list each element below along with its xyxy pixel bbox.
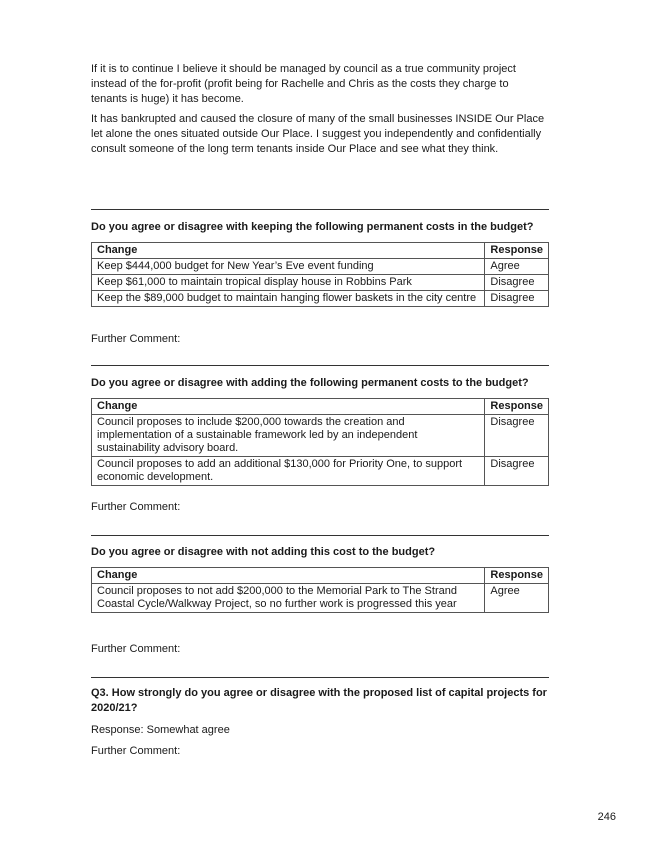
section3-table — [91, 567, 549, 613]
further-comment-label-3: Further Comment: — [91, 643, 181, 655]
table-header-row — [92, 243, 549, 259]
response-cell: Agree — [485, 584, 549, 613]
table-row — [92, 457, 549, 486]
section1-question: Do you agree or disagree with keeping the following permanent costs in the budget? — [91, 221, 534, 233]
change-cell: Council proposes to include $200,000 towards the creation and implementation of a sustainable framework led by an independent sustainability advisory board. — [92, 415, 485, 457]
q3-question: Q3. How strongly do you agree or disagree with the proposed list of capital projects for 2020/21? — [91, 687, 547, 714]
q3-response: Response: Somewhat agree — [91, 724, 230, 736]
response-cell: Disagree — [485, 275, 549, 291]
page-number: 246 — [597, 811, 616, 823]
further-comment-label-2: Further Comment: — [91, 501, 181, 513]
table-row — [92, 291, 549, 307]
further-comment-label-1: Further Comment: — [91, 333, 181, 345]
section-divider-2 — [91, 365, 549, 366]
section1-table — [91, 242, 549, 307]
table-header-row — [92, 399, 549, 415]
response-cell: Agree — [485, 259, 549, 275]
intro-paragraph-1: If it is to continue I believe it should be managed by council as a true community project instead of the for-profit (profit being for Rachelle and Chris as the costs they charge to tenants is huge) it has become. — [91, 63, 516, 105]
table-row — [92, 584, 549, 613]
section3-question: Do you agree or disagree with not adding this cost to the budget? — [91, 546, 436, 558]
change-header: Change — [92, 243, 485, 259]
change-header: Change — [92, 568, 485, 584]
section2-table — [91, 398, 549, 486]
section-divider-4 — [91, 677, 549, 678]
table-row — [92, 415, 549, 457]
response-header: Response — [485, 568, 549, 584]
change-cell: Keep $61,000 to maintain tropical display house in Robbins Park — [92, 275, 485, 291]
further-comment-label-4: Further Comment: — [91, 745, 181, 757]
table-row — [92, 259, 549, 275]
intro-paragraph-2: It has bankrupted and caused the closure of many of the small businesses INSIDE Our Place let alone the ones situated outside Our Place. I suggest you independently and confidentially consult someone of the long term tenants inside Our Place and see what they think. — [91, 113, 545, 155]
response-header: Response — [485, 399, 549, 415]
change-cell: Keep $444,000 budget for New Year’s Eve event funding — [92, 259, 485, 275]
table-header-row — [92, 568, 549, 584]
table-row — [92, 275, 549, 291]
response-cell: Disagree — [485, 457, 549, 486]
response-cell: Disagree — [485, 291, 549, 307]
section-divider-3 — [91, 535, 549, 536]
response-header: Response — [485, 243, 549, 259]
section-divider-1 — [91, 209, 549, 210]
section2-question: Do you agree or disagree with adding the following permanent costs to the budget? — [91, 377, 529, 389]
change-cell: Council proposes to not add $200,000 to the Memorial Park to The Strand Coastal Cycle/Walkway Project, so no further work is progressed this year — [92, 584, 485, 613]
change-header: Change — [92, 399, 485, 415]
change-cell: Keep the $89,000 budget to maintain hanging flower baskets in the city centre — [92, 291, 485, 307]
response-cell: Disagree — [485, 415, 549, 457]
change-cell: Council proposes to add an additional $130,000 for Priority One, to support economic development. — [92, 457, 485, 486]
